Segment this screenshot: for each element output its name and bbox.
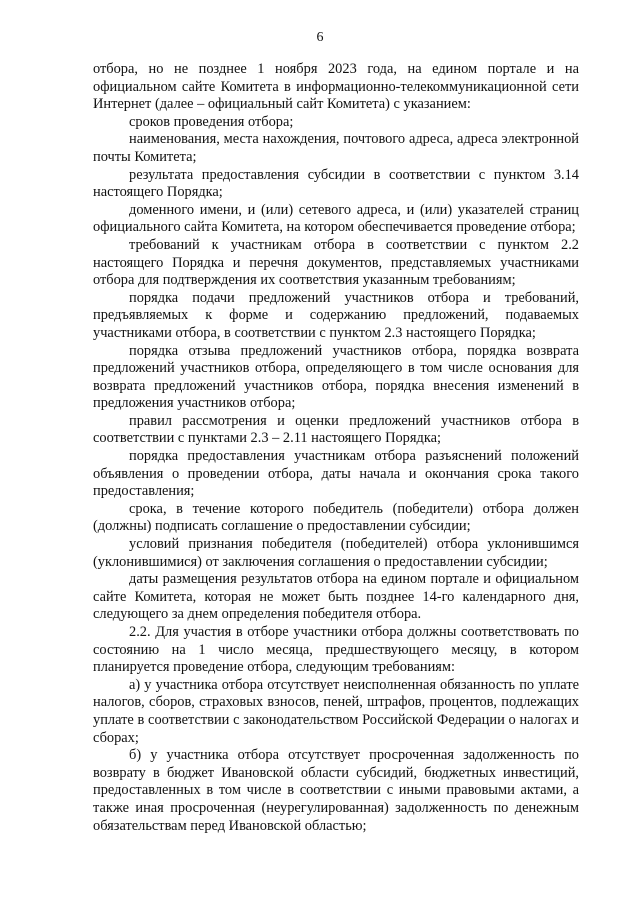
- paragraph: требований к участникам отбора в соответствии с пунктом 2.2 настоящего Порядка и перечня документов, представляемых участниками отбора для подтверждения их соответствия указанным требованиям;: [93, 236, 579, 289]
- paragraph: доменного имени, и (или) сетевого адреса, и (или) указателей страниц официального сайта Комитета, на котором обеспечивается проведение отбора;: [93, 201, 579, 236]
- paragraph: отбора, но не позднее 1 ноября 2023 года, на едином портале и на официальном сайте Комитета в информационно-телекоммуникационной сети Интернет (далее – официальный сайт Комитета) с указанием:: [93, 61, 579, 113]
- paragraph: порядка подачи предложений участников отбора и требований, предъявляемых к форме и содержанию предложений, подаваемых участниками отбора, в соответствии с пунктом 2.3 настоящего Порядка;: [93, 289, 579, 341]
- paragraph: результата предоставления субсидии в соответствии с пунктом 3.14 настоящего Порядка;: [93, 166, 579, 201]
- paragraph: наименования, места нахождения, почтового адреса, адреса электронной почты Комитета;: [93, 131, 579, 165]
- paragraph: срока, в течение которого победитель (победители) отбора должен (должны) подписать соглашение о предоставлении субсидии;: [93, 500, 579, 535]
- body-text: [93, 61, 579, 835]
- paragraph: сроков проведения отбора;: [129, 113, 294, 130]
- paragraph: порядка предоставления участникам отбора разъяснений положений объявления о проведении отбора, даты начала и окончания срока такого предоставления;: [93, 448, 579, 500]
- paragraph: порядка отзыва предложений участников отбора, порядка возврата предложений участников отбора, определяющего в том числе основания для возврата предложений участников отбора, порядка внесения изменений в предложения участников отбора;: [93, 342, 579, 412]
- paragraph: правил рассмотрения и оценки предложений участников отбора в соответствии с пунктами 2.3 – 2.11 настоящего Порядка;: [93, 412, 579, 447]
- paragraph: 2.2. Для участия в отборе участники отбора должны соответствовать по состоянию на 1 число месяца, предшествующего месяцу, в котором планируется проведение отбора, следующим требованиям:: [93, 624, 579, 676]
- paragraph: б) у участника отбора отсутствует просроченная задолженность по возврату в бюджет Ивановской области субсидий, бюджетных инвестиций, предоставленных в том числе в соответствии с иными правовыми актами, а также иная просроченная (неурегулированная) задолженность по денежным обязательствам перед Ивановской областью;: [93, 747, 579, 834]
- paragraph: даты размещения результатов отбора на едином портале и официальном сайте Комитета, которая не может быть позднее 14-го календарного дня, следующего за днем определения победителя отбора.: [93, 571, 579, 623]
- page-number: 6: [316, 30, 324, 45]
- paragraph: а) у участника отбора отсутствует неисполненная обязанность по уплате налогов, сборов, страховых взносов, пеней, штрафов, процентов, подлежащих уплате в соответствии с законодательством Российской Федерации о налогах и сборах;: [93, 676, 579, 746]
- paragraph: условий признания победителя (победителей) отбора уклонившимся (уклонившимися) от заключения соглашения о предоставлении субсидии;: [93, 536, 579, 570]
